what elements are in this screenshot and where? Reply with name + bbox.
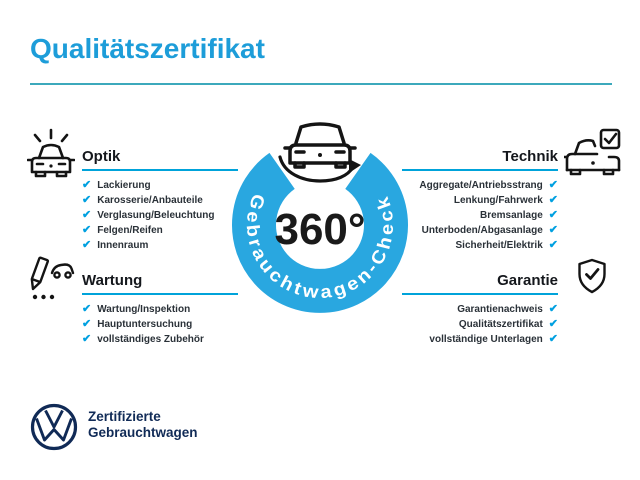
360-check-badge (222, 115, 418, 325)
list-item-label: Wartung/Inspektion (97, 304, 191, 315)
list-item (82, 332, 272, 347)
section-underline-technik (402, 169, 558, 171)
check-icon: ✔ (548, 239, 558, 251)
shield-check-icon (577, 258, 607, 294)
360-value: 360° (274, 205, 366, 254)
title-divider (30, 83, 612, 85)
car-360-icon (280, 124, 361, 181)
list-item-label: Garantienachweis (457, 304, 543, 315)
list-item-label: Lackierung (97, 180, 151, 191)
footer-claim-line1: Zertifizierte (88, 409, 161, 424)
check-icon: ✔ (548, 333, 558, 345)
check-icon: ✔ (82, 224, 92, 236)
check-icon: ✔ (82, 303, 92, 315)
section-heading-technik: Technik (502, 148, 558, 165)
check-icon: ✔ (82, 194, 92, 206)
list-item-label: Innenraum (97, 240, 149, 251)
check-icon: ✔ (548, 303, 558, 315)
section-heading-optik: Optik (82, 148, 121, 165)
list-item-label: Unterboden/Abgasanlage (421, 225, 543, 236)
section-heading-wartung: Wartung (82, 272, 143, 289)
check-icon: ✔ (548, 318, 558, 330)
list-item-label: Hauptuntersuchung (97, 319, 193, 330)
list-item-label: Aggregate/Antriebsstrang (419, 180, 543, 191)
car-checkbox-icon (564, 128, 622, 176)
sparkling-car-icon (27, 126, 75, 178)
section-heading-garantie: Garantie (497, 272, 558, 289)
list-item-label: Qualitätszertifikat (458, 319, 543, 330)
check-icon: ✔ (548, 194, 558, 206)
vw-logo (29, 402, 79, 452)
check-icon: ✔ (548, 179, 558, 191)
check-icon: ✔ (548, 209, 558, 221)
list-item-label: Felgen/Reifen (97, 225, 163, 236)
section-underline-optik (82, 169, 238, 171)
list-item-label: Verglasung/Beleuchtung (97, 210, 215, 221)
page-title: Qualitätszertifikat (30, 33, 265, 64)
section-underline-wartung (82, 293, 238, 295)
footer-claim-line2: Gebrauchtwagen (88, 425, 198, 440)
pencil-checklist-car-icon (26, 256, 76, 302)
check-icon: ✔ (82, 318, 92, 330)
check-icon: ✔ (548, 224, 558, 236)
list-item-label: vollständiges Zubehör (97, 334, 204, 345)
list-item-label: Karosserie/Anbauteile (97, 195, 203, 206)
footer-claim (88, 409, 198, 441)
list-item-label: Bremsanlage (479, 210, 543, 221)
list-item (368, 332, 558, 347)
list-item-label: Sicherheit/Elektrik (455, 240, 543, 251)
check-icon: ✔ (82, 239, 92, 251)
list-item-label: vollständige Unterlagen (429, 334, 543, 345)
check-icon: ✔ (82, 209, 92, 221)
ring-label-text: Gebrauchtwagen-Check (242, 191, 398, 303)
check-icon: ✔ (82, 333, 92, 345)
section-underline-garantie (402, 293, 558, 295)
list-item-label: Lenkung/Fahrwerk (453, 195, 543, 206)
check-icon: ✔ (82, 179, 92, 191)
